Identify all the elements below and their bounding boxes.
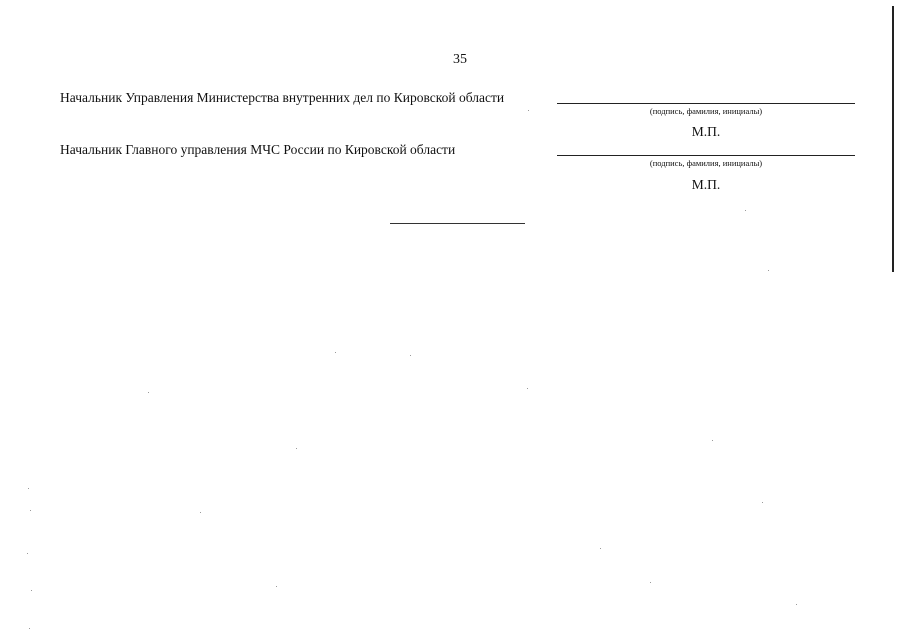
scan-speck <box>27 553 28 554</box>
scan-speck <box>30 510 31 511</box>
scan-speck <box>712 440 713 441</box>
signature-caption-mvd: (подпись, фамилия, инициалы) <box>649 106 763 116</box>
official-title-mchs: Начальник Главного управления МЧС России по Кировской области <box>60 142 456 157</box>
scan-speck <box>528 110 529 111</box>
scan-speck <box>296 448 297 449</box>
scan-speck <box>762 502 763 503</box>
document-end-rule <box>390 223 525 224</box>
official-title-mvd: Начальник Управления Министерства внутренних дел по Кировской области <box>60 90 505 105</box>
signature-line-mchs <box>557 155 855 156</box>
scan-speck <box>410 355 411 356</box>
scan-speck <box>31 590 32 591</box>
stamp-mark-mvd: М.П. <box>691 124 721 139</box>
scan-speck <box>28 488 29 489</box>
scan-speck <box>276 586 277 587</box>
signature-line-mvd <box>557 103 855 104</box>
scan-speck <box>148 392 149 393</box>
signature-caption-mchs: (подпись, фамилия, инициалы) <box>649 158 763 168</box>
scan-speck <box>527 388 528 389</box>
scan-speck <box>768 270 769 271</box>
page-number: 35 <box>453 52 467 67</box>
scan-speck <box>650 582 651 583</box>
scan-speck <box>29 628 30 629</box>
scan-speck <box>200 512 201 513</box>
scan-speck <box>335 352 336 353</box>
scan-speck <box>796 604 797 605</box>
scan-speck <box>745 210 746 211</box>
scan-speck <box>600 548 601 549</box>
scan-border-edge <box>892 6 894 272</box>
stamp-mark-mchs: М.П. <box>691 177 721 192</box>
